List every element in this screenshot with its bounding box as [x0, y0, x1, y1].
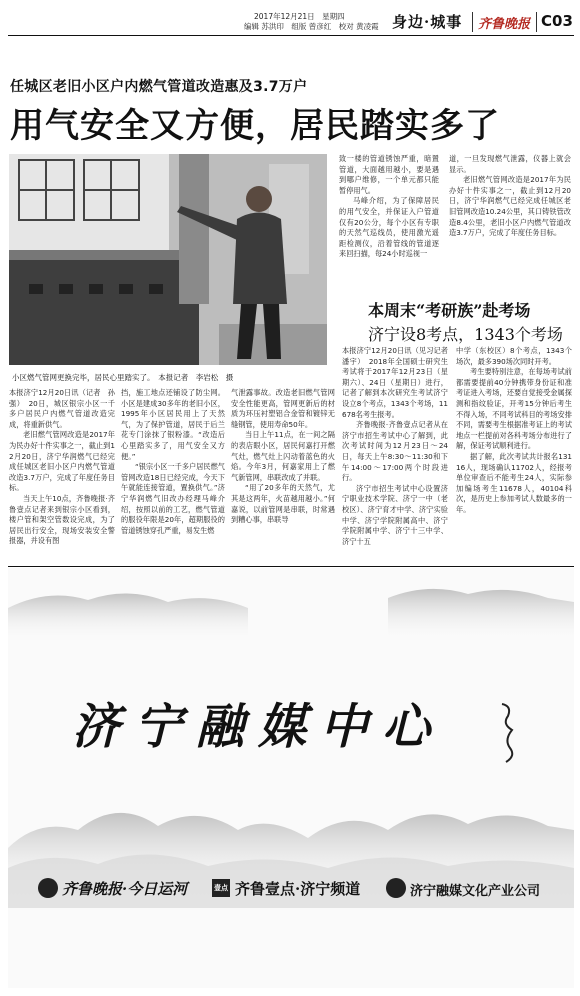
paragraph: 老旧燃气管网改造是2017年为民办好十件实事之一，截止到12月20日，济宁华润燃气已经完成任城区老旧小区户内燃气管道改造3.7万户，完成了年度任务目标。 — [9, 430, 115, 493]
article-headline: 用气安全又方便，居民踏实多了 — [10, 106, 500, 146]
ad-calligraphy-signature — [498, 700, 504, 740]
article2-subheadline: 济宁设8考点，1343个考场 — [368, 325, 563, 344]
footer-brand-1: 齐鲁晚报·今日运河 — [62, 880, 188, 898]
article2-column-2 — [456, 346, 572, 558]
article1-column-1 — [9, 388, 115, 558]
page-number: C03 — [541, 12, 573, 30]
header-divider — [472, 12, 473, 32]
footer-brand-2: 齐鲁壹点·济宁频道 — [235, 880, 361, 898]
advertisement — [8, 568, 574, 988]
header-date: 2017年12月21日 星期四 — [254, 12, 345, 21]
footer-brand-3: 济宁融媒文化产业公司 — [410, 884, 541, 899]
paragraph: 本报济宁12月20日讯（见习记者 潘宇） 2018年全国硕士研究生考试将于2017年12月23日（星期六）、24日（星期日）进行，记者了解到本次研究生考试济宁设立8个考点，1343个考场，11678名考生报考。 — [342, 346, 456, 419]
article2-headline: 本周末“考研族”赴考场 — [368, 301, 531, 320]
paragraph: 考生要特别注意，在每场考试前都需要提前40分钟携带身份证和准考证进入考场，还要自觉接受金属探测和指纹验证，开考15分钟后考生不得入场，不同考试科目的考场安排不同，需要考生根据准考证上的考试地点一栏提前对各科考场分布进行了解，保证考试顺利进行。 — [456, 367, 572, 451]
paragraph: 济宁市招生考试中心设置济宁职业技术学院、济宁一中（老校区）、济宁育才中学、济宁实验中学、济宁学院附属高中、济宁学院附属中学、济宁十三中学、济宁十五 — [342, 483, 448, 546]
paragraph: “用了20多年的天然气，尤其是这两年，火苗越用越小。”何嘉说，以前管网是串联，时常遇到糟心事，串联导 — [231, 483, 335, 525]
header-editors: 编辑 苏洪印 组版 曾彦红 校对 黄凌霞 — [244, 22, 379, 31]
media-circle-icon — [386, 878, 406, 898]
article2-column-1 — [342, 346, 456, 558]
paragraph: 本报济宁12月20日讯（记者 孙强） 20日，城区银宗小区一千多户居民户内燃气管道改造完成，将重新供气。 — [9, 388, 115, 429]
paragraph: 气泄露事故。改造老旧燃气管网安全性能更高，管网更新后的材质为环压衬塑铝合金管和镀锌无缝钢管，使用寿命50年。 — [231, 388, 335, 429]
article1-column-top-a — [339, 154, 439, 259]
article1-column-top-b — [449, 154, 571, 252]
paragraph: 道，一旦发现燃气泄露，仪器上就会显示。 — [449, 154, 571, 174]
paragraph: “银宗小区一千多户居民燃气管网改造18日已经完成，今天下午就能连接管道，置换供气。”济宁华润燃气旧改办经理马峰介绍，按照以前的工艺，燃气管道的服役年限是20年，超期服役的管道锈蚀穿孔严重，易发生燃 — [121, 462, 225, 535]
paragraph: 挡，施工地点还铺设了防尘网。小区是建成30多年的老旧小区，1995年小区居民用上了天然气，为了保护管道，居民于后兰花专门涂抹了银粉漆。“改造后心里踏实多了，用气安全又方便。” — [121, 388, 225, 461]
brand-circle-icon — [38, 878, 58, 898]
header-section: 身边·城事 — [392, 13, 463, 31]
paragraph: 致一楼的管道锈蚀严重，暗置管道，大面越用越小，要是遇到哪户维修，一个单元都只能暂停用气。 — [339, 154, 439, 195]
header-divider-2 — [536, 12, 537, 32]
header-rule — [8, 35, 574, 36]
paragraph: 当日上午11点，在一间之隔的表店眼小区，居民何嘉打开燃气灶，燃气灶上闪动着蓝色的火焰。今年3月，何嘉家用上了燃气新管网，串联改成了并联。 — [231, 430, 335, 482]
paragraph: 据了解，此次考试共计报名13116人，现场确认11702人，经报考单位审查后不能考生24人，实际参加编场考生11678人，40104科次，是历史上参加考试人数最多的一年。 — [456, 451, 572, 514]
article1-column-2 — [121, 388, 225, 558]
yidian-logo-icon: 壹点 — [212, 879, 230, 897]
paragraph: 老旧燃气管网改造是2017年为民办好十件实事之一，截止到12月20日，济宁华润燃气已经完成任城区老旧管网改造10.24公里，其口铸铁管改造8.4公里，老旧小区户内燃气管道改造3.7万户，完成了年度任务目标。 — [449, 175, 571, 238]
ad-title: 济宁融媒中心 — [72, 699, 445, 755]
ink-mountains — [8, 568, 574, 988]
article-kicker: 任城区老旧小区户内燃气管道改造惠及3.7万户 — [10, 79, 308, 95]
paragraph: 马峰介绍，为了保障居民的用气安全，并保证入户管道仅有20公分，每个小区有专职的天然气巡线员，使用激光遥距检测仪，沿着管线的管道逐来回扫描，每24小时巡视一 — [339, 196, 439, 259]
article1-column-3 — [231, 388, 335, 558]
paragraph: 中学（东校区）8个考点，1343个场次，最多390场次同时开考。 — [456, 346, 572, 366]
news-photo — [9, 154, 327, 365]
paragraph: 齐鲁晚报·齐鲁壹点记者从在济宁市招生考试中心了解到，此次考试时间为12月23日～24日，每天上午8:30～11:30和下午14:00～17:00两个时段进行。 — [342, 420, 448, 483]
photo-illustration — [9, 154, 327, 365]
photo-caption: 小区燃气管网更换完毕，居民心里踏实了。 本报记者 李岩松 摄 — [12, 373, 234, 382]
brand-logo: 齐鲁晚报 — [478, 17, 531, 32]
section-rule — [8, 566, 574, 567]
paragraph: 当天上午10点，齐鲁晚报·齐鲁壹点记者来到银宗小区看到，楼户管和架空管数设完成，为了居民出行安全，现场安装安全警报器，并设有图 — [9, 493, 115, 546]
